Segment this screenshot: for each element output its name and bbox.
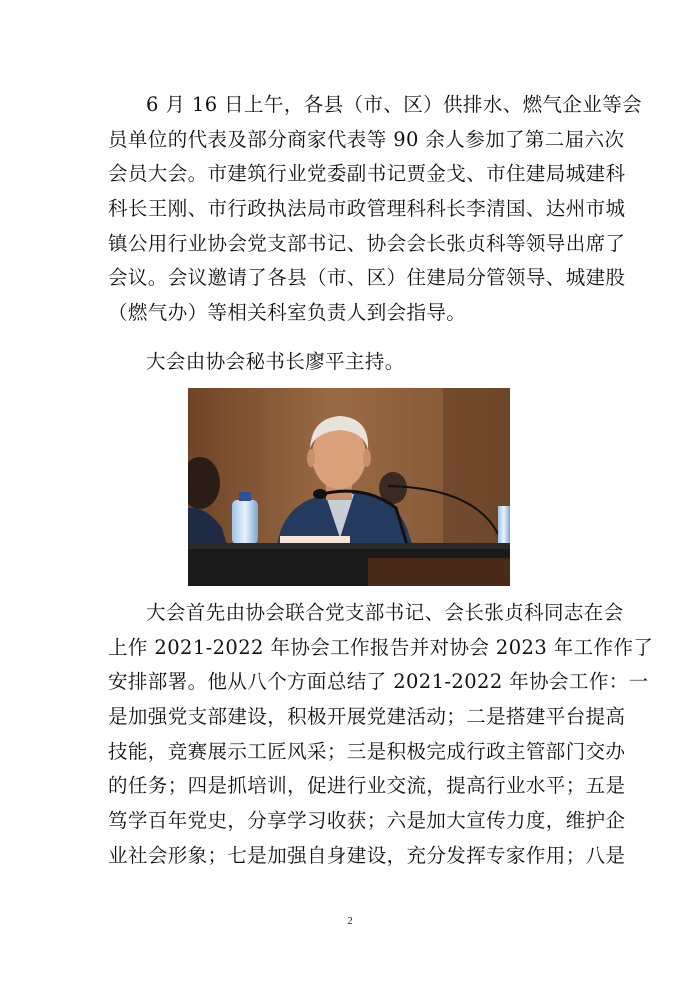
text-line: （燃气办）等相关科室负责人到会指导。 [108,301,467,325]
text-line: 技能，竞赛展示工匠风采；三是积极完成行政主管部门交办 [108,739,626,763]
text-line: 是加强党支部建设，积极开展党建活动；二是搭建平台提高 [108,705,626,729]
text-line: 大会首先由协会联合党支部书记、会长张贞科同志在会 [146,601,624,624]
text-line: 会员大会。市建筑行业党委副书记贾金戈、市住建局城建科 [108,162,626,186]
page-number: 2 [347,915,353,927]
text-line: 6 月 16 日上午，各县（市、区）供排水、燃气企业等会 [146,93,643,116]
paragraph-work-report [108,596,654,874]
speaker-photo [188,388,510,586]
text-line: 科长王刚、市行政执法局市政管理科科长李清国、达州市城 [108,197,626,221]
text-line: 镇公用行业协会党支部书记、协会会长张贞科等领导出席了 [108,231,626,255]
text-line: 的任务；四是抓培训，促进行业交流，提高行业水平；五是 [108,774,626,798]
text-line: 笃学百年党史，分享学习收获；六是加大宣传力度，维护企 [108,809,626,833]
text-line: 员单位的代表及部分商家代表等 90 余人参加了第二届六次 [108,127,625,151]
text-line: 上作 2021-2022 年协会工作报告并对协会 2023 年工作作了 [108,635,654,659]
text-line: 会议。会议邀请了各县（市、区）住建局分管领导、城建股 [108,266,626,290]
text-line: 安排部署。他从八个方面总结了 2021-2022 年协会工作：一 [108,670,649,694]
paragraph-host [108,345,602,380]
text-line: 大会由协会秘书长廖平主持。 [146,350,405,373]
text-line: 业社会形象；七是加强自身建设，充分发挥专家作用；八是 [108,843,626,867]
paragraph-meeting-intro [108,88,643,331]
